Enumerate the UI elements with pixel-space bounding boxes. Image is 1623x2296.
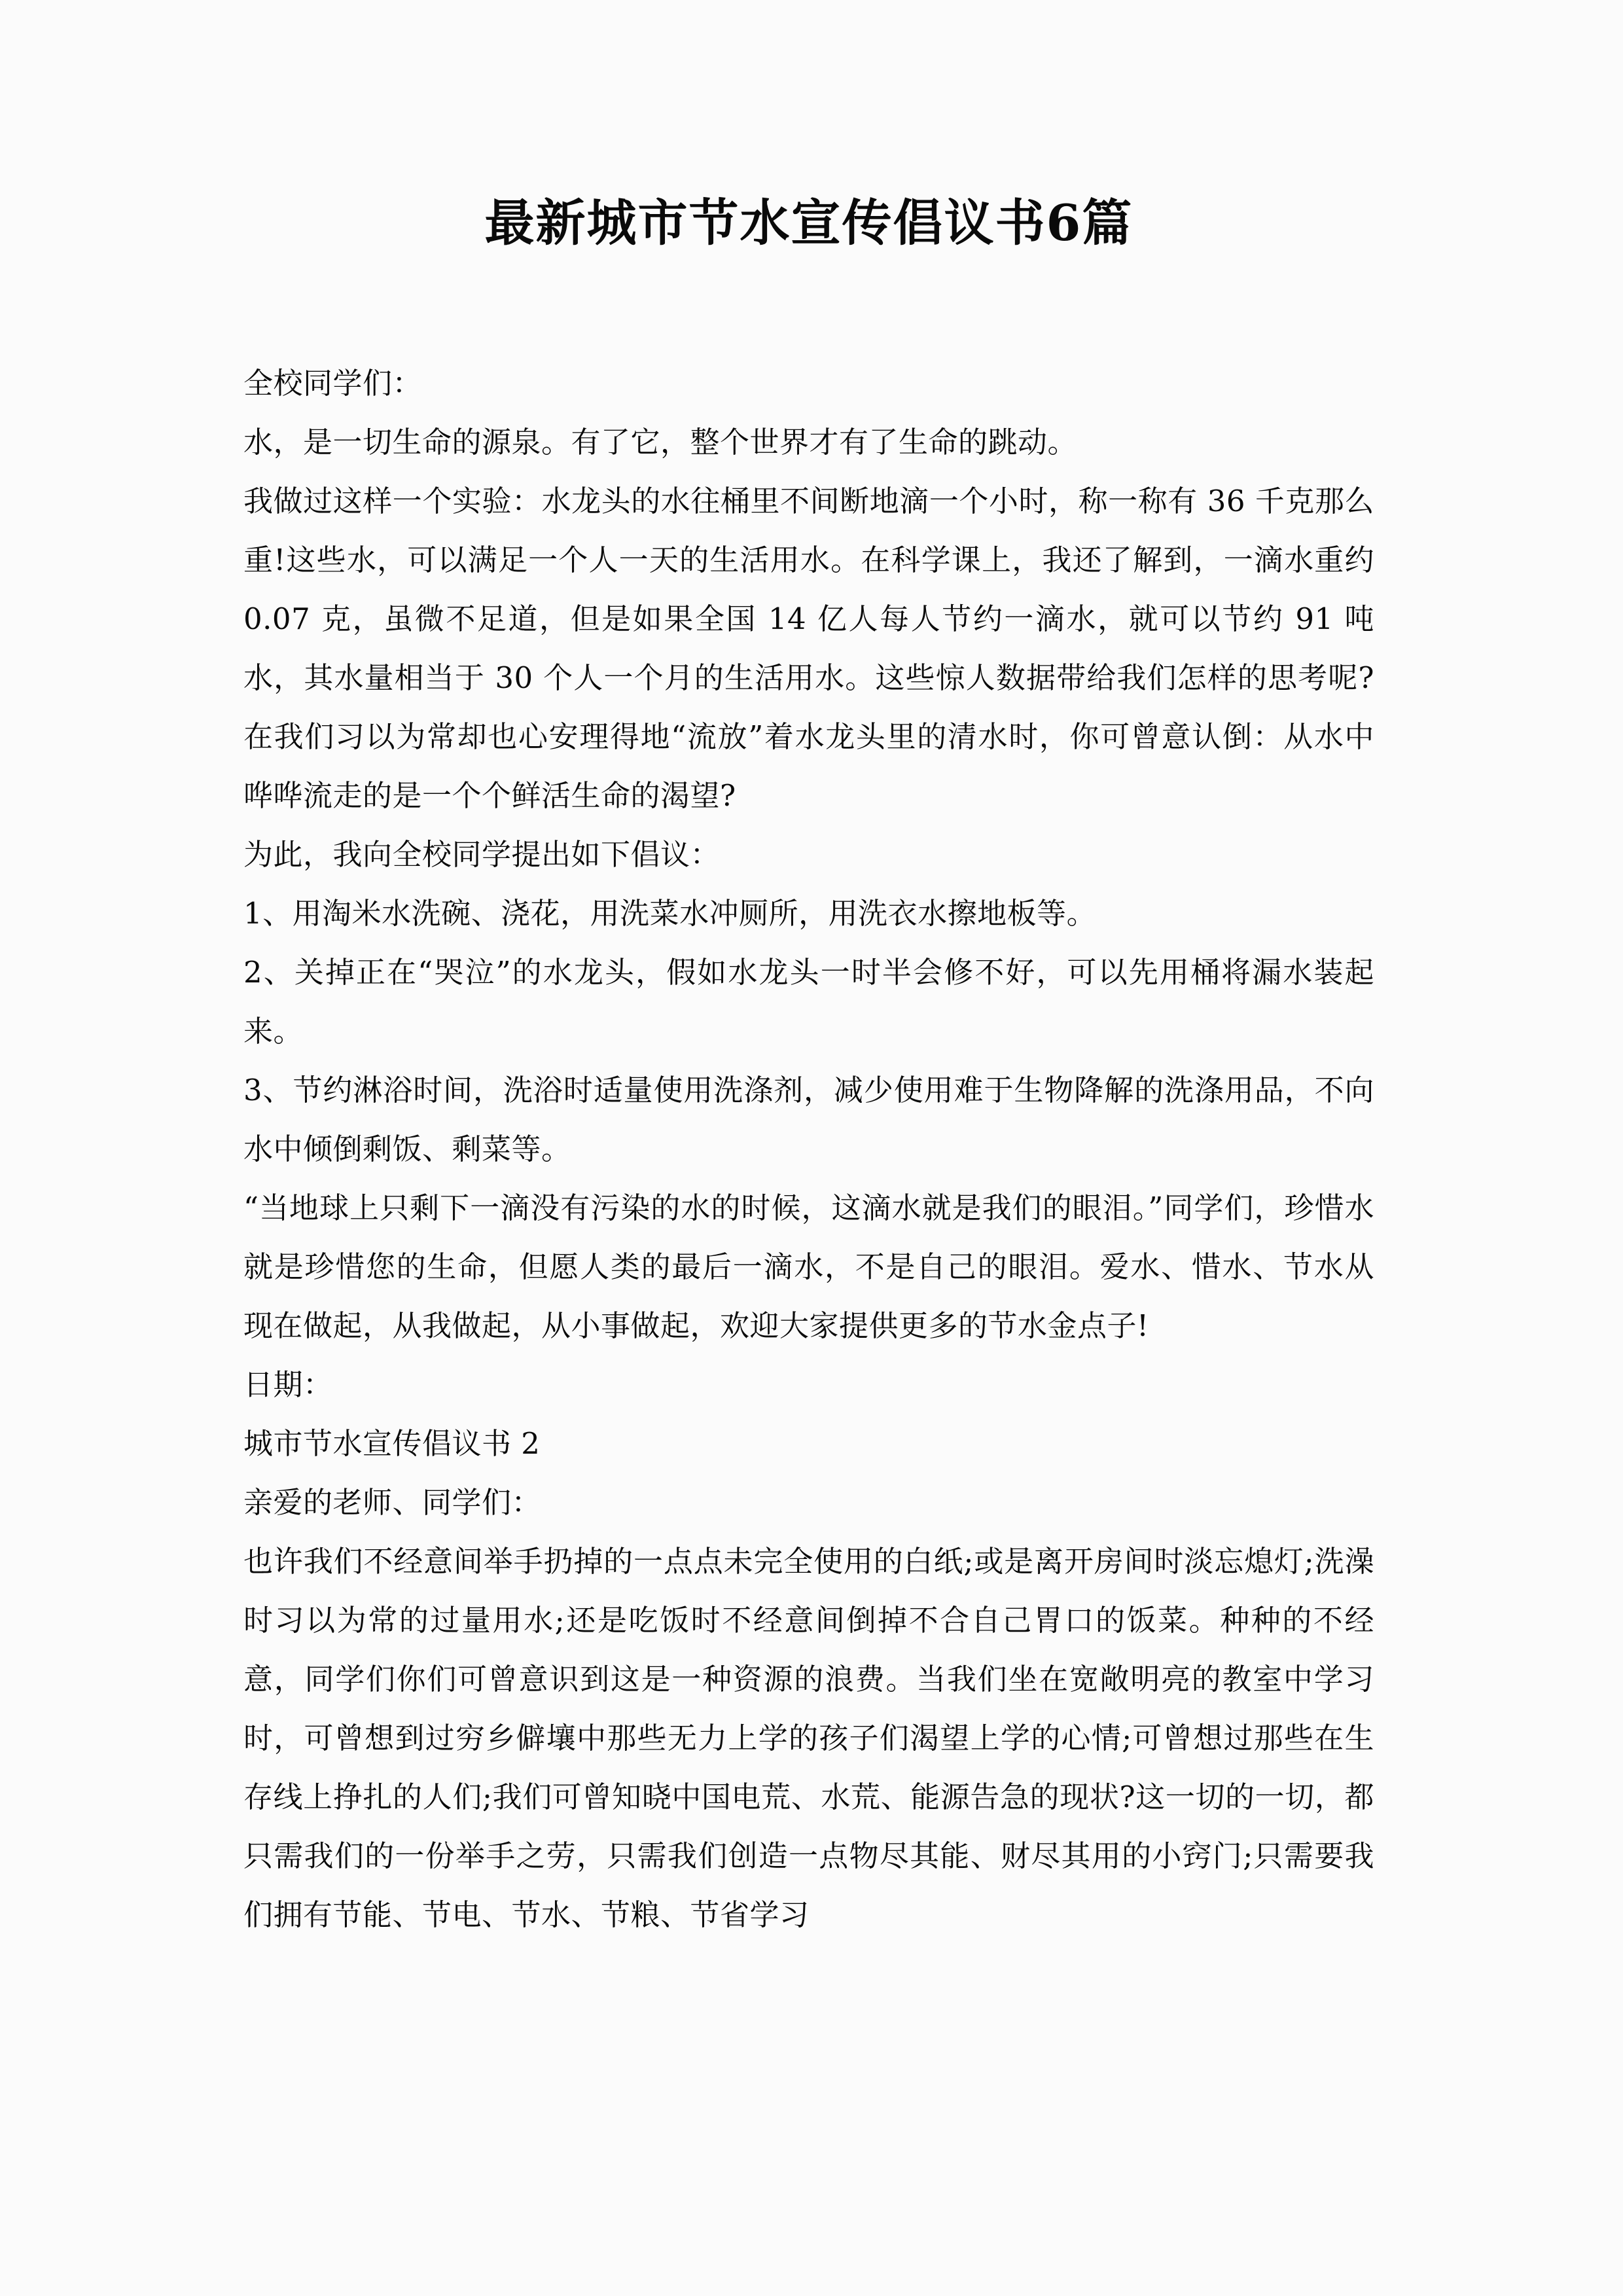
paragraph-salutation-1: 全校同学们： <box>243 365 423 401</box>
paragraph-body-1: 我做过这样一个实验：水龙头的水往桶里不间断地滴一个小时，称一称有 36 千克那么重!这些水，可以满足一个人一天的生活用水。在科学课上，我还了解到，一滴水重约 0.07 克，虽微不足道，但是如果全国 14 亿人每人节约一滴水，就可以节约 91 吨水，其水量相当于 30 个人一个月的生活用水。这些惊人数据带给我们怎样的思考呢?在我们习以为常却也心安理得地“流放”着水龙头里的清水时，你可曾意认倒：从水中哗哗流走的是一个个鲜活生命的渴望? <box>243 483 1374 813</box>
paragraph-body-3: 也许我们不经意间举手扔掉的一点点未完全使用的白纸;或是离开房间时淡忘熄灯;洗澡时习以为常的过量用水;还是吃饭时不经意间倒掉不合自己胃口的饭菜。种种的不经意，同学们你们可曾意识到这是一种资源的浪费。当我们坐在宽敞明亮的教室中学习时，可曾想到过穷乡僻壤中那些无力上学的孩子们渴望上学的心情;可曾想过那些在生存线上挣扎的人们;我们可曾知晓中国电荒、水荒、能源告急的现状?这一切的一切，都只需我们的一份举手之劳，只需我们创造一点物尽其能、财尽其用的小窍门;只需要我们拥有节能、节电、节水、节粮、节省学习 <box>243 1543 1374 1932</box>
document-body <box>243 0 1374 1945</box>
paragraph-intro-1: 水，是一切生命的源泉。有了它，整个世界才有了生命的跳动。 <box>243 424 1078 459</box>
date-line: 日期： <box>243 1367 333 1402</box>
list-item-1: 1、用淘米水洗碗、浇花，用洗菜水冲厕所，用洗衣水擦地板等。 <box>243 895 1097 931</box>
section-heading-2: 城市节水宣传倡议书 2 <box>243 1426 541 1461</box>
paragraph-salutation-2: 亲爱的老师、同学们： <box>243 1484 542 1520</box>
paragraph-body-2: 为此，我向全校同学提出如下倡议： <box>243 836 721 872</box>
page-title: 最新城市节水宣传倡议书6篇 <box>484 194 1133 252</box>
list-item-3: 3、节约淋浴时间，洗浴时适量使用洗涤剂，减少使用难于生物降解的洗涤用品，不向水中倾倒剩饭、剩菜等。 <box>243 1072 1374 1166</box>
paragraph-closing-1: “当地球上只剩下一滴没有污染的水的时候，这滴水就是我们的眼泪。”同学们，珍惜水就是珍惜您的生命，但愿人类的最后一滴水，不是自己的眼泪。爱水、惜水、节水从现在做起，从我做起，从小事做起，欢迎大家提供更多的节水金点子! <box>243 1190 1374 1343</box>
list-item-2: 2、关掉正在“哭泣”的水龙头，假如水龙头一时半会修不好，可以先用桶将漏水装起来。 <box>243 954 1374 1049</box>
